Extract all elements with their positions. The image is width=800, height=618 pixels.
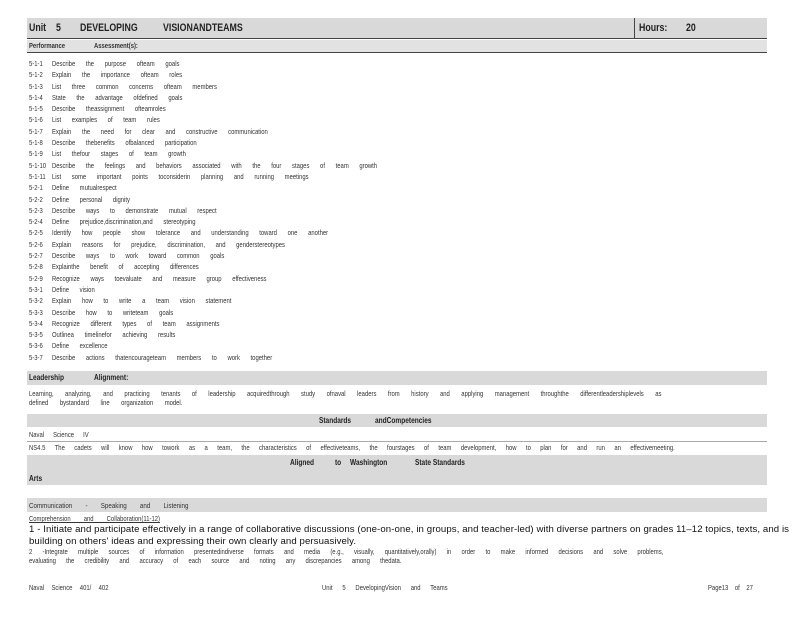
objective-item [29,340,603,351]
objective-text: Define personal dignity [51,194,130,204]
standards-row-1: Naval Science IV [29,430,89,439]
unit-title-word2: VISIONANDTEAMS [163,22,243,34]
objective-id: 5-3-4 [29,318,43,328]
objective-text: Describe actions thatencourageteam members to work together [51,352,273,362]
objective-text: Identify how people show tolerance and understanding toward one another [51,228,329,238]
objective-text: Define mutualrespect [51,183,117,193]
objective-id: 5-1-7 [29,126,43,136]
objective-item [29,284,603,295]
communication-item-1-line2: building on others' ideas and expressing their own clearly and persuasively. [29,536,357,547]
objective-id: 5-3-5 [29,330,43,340]
objective-text: Outlinea timelinefor achieving results [51,330,176,340]
objective-id: 5-1-2 [29,70,43,80]
objective-item [29,216,603,227]
objective-item [29,250,603,261]
objective-item [29,329,603,340]
leadership-text-line2: defined bystandard line organization model. [29,398,183,407]
objective-text: Define prejudice,discrimination,and stereotyping [51,217,196,227]
objective-text: List examples of team rules [51,115,160,125]
objective-item [29,205,603,216]
washington-band [27,455,767,485]
objective-id: 5-2-8 [29,262,43,272]
objective-id: 5-3-7 [29,352,43,362]
objective-text: Describe how to writeteam goals [51,307,174,317]
hours-value: 20 [686,22,696,34]
objective-text: Explain how to write a team vision statement [51,296,232,306]
footer-unit: Unit 5 DevelopingVision and Teams [322,583,448,592]
leadership-band [27,371,767,385]
objective-item [29,273,603,284]
objective-text: Define excellence [51,341,108,351]
objective-text: List some important points toconsiderin planning and running meetings [51,171,309,181]
objective-id: 5-2-4 [29,217,43,227]
arts-label: Arts [29,474,43,483]
objective-id: 5-1-9 [29,149,43,159]
objective-item [29,307,603,318]
unit-title-word1: DEVELOPING [80,22,138,34]
objective-item [29,194,603,205]
objective-text: List thefour stages of team growth [51,149,186,159]
washington-label: Washington [350,458,388,467]
unit-label: Unit [29,22,47,34]
objective-text: Recognize different types of team assignments [51,318,220,328]
assessment-label: Assessment(s): [94,41,138,50]
objective-id: 5-1-8 [29,138,43,148]
performance-label: Performance [29,41,66,50]
objective-id: 5-1-3 [29,81,43,91]
objective-text: Describe theassignment ofteamroles [51,104,166,114]
objective-item [29,69,603,80]
objective-item [29,137,603,148]
objective-text: Explain reasons for prejudice, discrimination, and genderstereotypes [51,239,285,249]
objective-text: Recognize ways toevaluate and measure group effectiveness [51,273,267,283]
objective-item [29,182,603,193]
performance-band [27,40,767,53]
objective-text: Describe thebenefits ofbalanced participation [51,138,197,148]
objective-id: 5-1-10 [29,160,47,170]
objective-id: 5-3-6 [29,341,43,351]
unit-number: 5 [56,22,61,34]
objective-text: Describe ways to work toward common goals [51,251,225,261]
objective-item [29,318,603,329]
objective-id: 5-2-3 [29,205,43,215]
standards-row-2: NS4.5 The cadets will know how towork as a team, the characteristics of effectiveteams, the fourstages of team development, how to plan for and run an effectivemeeting. [29,443,675,452]
objective-id: 5-3-3 [29,307,43,317]
standards-title-1: Standards [319,416,352,425]
objective-id: 5-2-5 [29,228,43,238]
objective-id: 5-2-2 [29,194,43,204]
objective-item [29,295,603,306]
objective-text: Explainthe benefit of accepting differences [51,262,199,272]
state-standards-label: State Standards [415,458,465,467]
objective-item [29,103,603,114]
objective-item [29,352,603,363]
objective-id: 5-2-7 [29,251,43,261]
leadership-label: Leadership [29,373,65,382]
footer-course: Naval Science 401/ 402 [29,583,109,592]
objectives-list [29,58,729,363]
communication-item-2-line2: evaluating the credibility and accuracy of each source and noting any discrepancies among thedata. [29,556,402,565]
objective-id: 5-1-4 [29,92,43,102]
objective-id: 5-2-6 [29,239,43,249]
objective-id: 5-3-2 [29,296,43,306]
objective-text: List three common concerns ofteam members [51,81,217,91]
objective-item [29,92,603,103]
objective-item [29,227,603,238]
objective-id: 5-1-1 [29,59,43,68]
objective-id: 5-1-6 [29,115,43,125]
objective-text: Explain the importance ofteam roles [51,70,183,80]
objective-id: 5-3-1 [29,284,43,294]
leadership-text-line1: Learning, analyzing, and practicing tenants of leadership acquiredthrough study ofnaval leaders from history and applying management throughthe differentleadershiplevels as [29,389,662,398]
objective-text: Explain the need for clear and constructive communication [51,126,268,136]
communication-heading: Communication - Speaking and Listening [29,501,189,510]
objective-text: Define vision [51,284,95,294]
objective-item [29,58,603,69]
objective-item [29,160,603,171]
header-divider [634,18,635,38]
standards-title-2: andCompetencies [375,416,432,425]
objective-id: 5-1-5 [29,104,43,114]
hours-label: Hours: [639,22,668,34]
objective-id: 5-1-11 [29,171,46,181]
objective-item [29,81,603,92]
comprehension-subheading: Comprehension and Collaboration(11-12) [29,514,160,523]
objective-text: State the advantage ofdefined goals [51,92,183,102]
objective-item [29,148,603,159]
footer-page: Page13 of 27 [708,583,753,592]
communication-item-2-line1: 2 -Integrate multiple sources of information presentedindiverse formats and media (e.g., visually, quantitatively,orally) in order to make informed decisions and solve problems, [29,547,664,556]
objective-item [29,171,603,182]
objective-item [29,126,603,137]
objective-item [29,261,603,272]
objective-id: 5-2-9 [29,273,43,283]
objective-item [29,239,603,250]
alignment-label: Alignment: [94,373,129,382]
objective-item [29,114,603,125]
objective-text: Describe the purpose ofteam goals [51,59,180,68]
objective-text: Describe the feelings and behaviors associated with the four stages of team growth [51,160,378,170]
to-label: to [335,458,342,467]
communication-item-1-line1: 1 - Initiate and participate effectively in a range of collaborative discussions (one-on-one, in groups, and teacher-led) with diverse partners on grades 11–12 topics, texts, and is [29,524,790,535]
aligned-label: Aligned [290,458,315,467]
objective-id: 5-2-1 [29,183,43,193]
objective-text: Describe ways to demonstrate mutual respect [51,205,217,215]
